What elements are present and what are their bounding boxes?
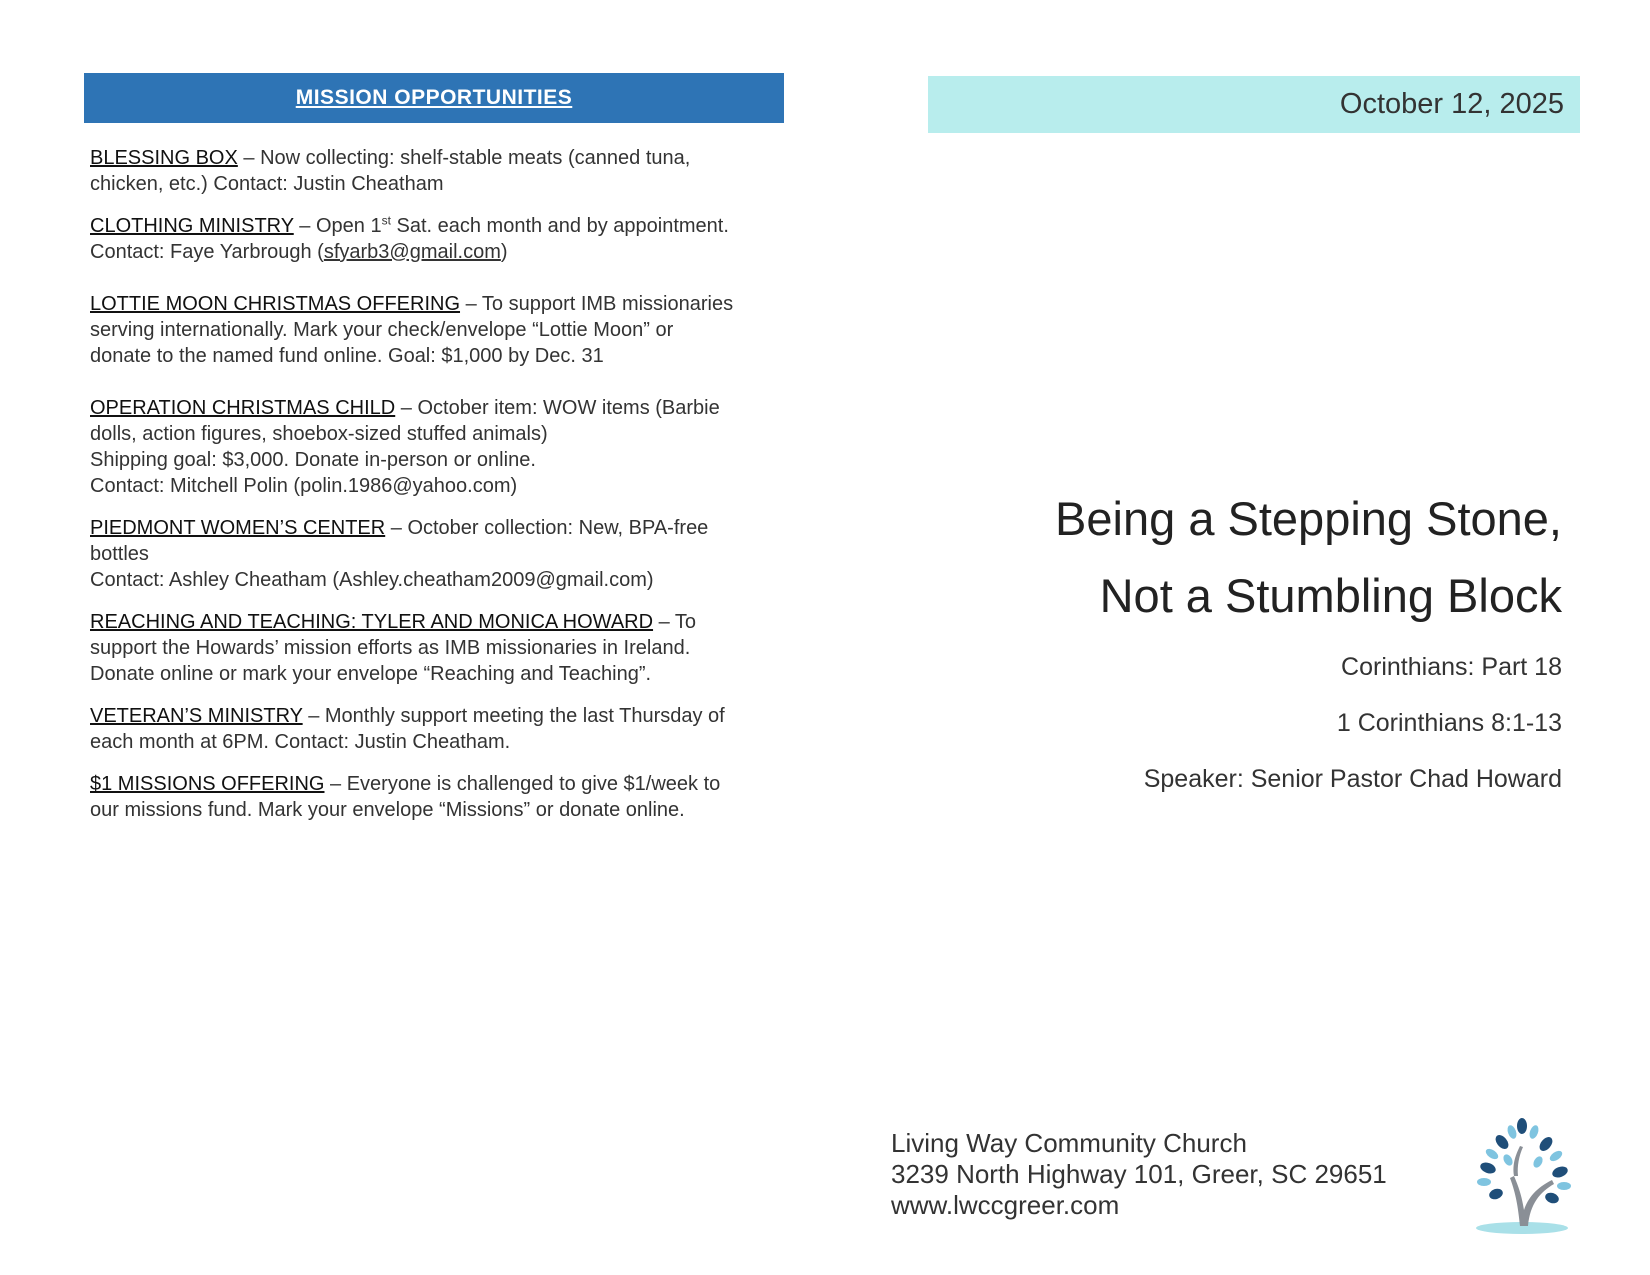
mission-item-text: support the Howards’ mission efforts as IMB missionaries in Ireland. bbox=[90, 637, 691, 659]
mission-item-text: – Now collecting: shelf-stable meats (canned tuna, bbox=[237, 147, 691, 169]
mission-item-title: OPERATION CHRISTMAS CHILD bbox=[90, 397, 396, 419]
mission-item-missions-offering bbox=[90, 771, 778, 823]
mission-item-text: – Everyone is challenged to give $1/week to bbox=[324, 773, 721, 795]
tree-logo-icon bbox=[1466, 1112, 1578, 1236]
mission-item-veterans-ministry bbox=[90, 703, 778, 755]
mission-item-text: Shipping goal: $3,000. Donate in-person or online. bbox=[90, 449, 536, 471]
mission-item-title: REACHING AND TEACHING: TYLER AND MONICA HOWARD bbox=[90, 611, 654, 633]
mission-item-title: VETERAN’S MINISTRY bbox=[90, 705, 303, 727]
mission-item-text: – To support IMB missionaries bbox=[460, 293, 734, 315]
email-link[interactable]: sfyarb3@gmail.com bbox=[323, 241, 501, 263]
mission-item-text: Donate online or mark your envelope “Reaching and Teaching”. bbox=[90, 663, 652, 685]
mission-item-piedmont-womens-center bbox=[90, 515, 778, 593]
mission-item-text: serving internationally. Mark your check/envelope “Lottie Moon” or bbox=[90, 319, 674, 341]
mission-header-title: MISSION OPPORTUNITIES bbox=[295, 86, 573, 109]
mission-item-blessing-box bbox=[90, 145, 778, 197]
mission-item-text: – October collection: New, BPA-free bbox=[385, 517, 709, 539]
mission-item-title: CLOTHING MINISTRY bbox=[90, 215, 294, 237]
mission-panel bbox=[84, 73, 784, 839]
mission-item-text: chicken, etc.) Contact: Justin Cheatham bbox=[90, 173, 444, 195]
mission-item-text: – October item: WOW items (Barbie bbox=[395, 397, 720, 419]
sermon-title-line-2: Not a Stumbling Block bbox=[1099, 569, 1562, 622]
mission-item-text: Contact: Faye Yarbrough ( bbox=[90, 241, 324, 263]
mission-item-lottie-moon bbox=[90, 291, 778, 369]
church-name: Living Way Community Church bbox=[891, 1128, 1247, 1158]
mission-item-text: each month at 6PM. Contact: Justin Cheatham. bbox=[90, 731, 511, 753]
mission-item-text: donate to the named fund online. Goal: $1,000 by Dec. 31 bbox=[90, 345, 604, 367]
mission-item-reaching-and-teaching bbox=[90, 609, 778, 687]
mission-item-title: BLESSING BOX bbox=[90, 147, 238, 169]
mission-item-clothing-ministry bbox=[90, 213, 778, 265]
mission-item-text: dolls, action figures, shoebox-sized stuffed animals) bbox=[90, 423, 548, 445]
mission-item-text: Contact: Ashley Cheatham (Ashley.cheatham2009@gmail.com) bbox=[90, 569, 654, 591]
mission-item-text: bottles bbox=[90, 543, 149, 565]
mission-item-title: LOTTIE MOON CHRISTMAS OFFERING bbox=[90, 293, 461, 315]
mission-header-bar bbox=[84, 73, 784, 123]
mission-item-text: – Open 1 bbox=[293, 215, 382, 237]
church-address: 3239 North Highway 101, Greer, SC 29651 bbox=[891, 1159, 1387, 1189]
sermon-title-line-1: Being a Stepping Stone, bbox=[1055, 492, 1562, 545]
church-info bbox=[891, 1128, 1387, 1221]
sermon-speaker: Speaker: Senior Pastor Chad Howard bbox=[1143, 765, 1562, 793]
mission-item-text: – To bbox=[653, 611, 697, 633]
mission-item-text: ) bbox=[500, 241, 508, 263]
superscript: st bbox=[381, 213, 391, 228]
mission-list bbox=[84, 145, 784, 823]
sermon-scripture: 1 Corinthians 8:1-13 bbox=[1336, 709, 1562, 737]
mission-item-operation-christmas-child bbox=[90, 395, 778, 499]
sermon-series: Corinthians: Part 18 bbox=[1341, 653, 1562, 681]
service-date: October 12, 2025 bbox=[1339, 88, 1564, 120]
mission-item-title: PIEDMONT WOMEN’S CENTER bbox=[90, 517, 386, 539]
mission-item-text: – Monthly support meeting the last Thursday of bbox=[302, 705, 725, 727]
mission-item-text: Sat. each month and by appointment. bbox=[390, 215, 729, 237]
date-banner bbox=[928, 76, 1580, 133]
mission-item-title: $1 MISSIONS OFFERING bbox=[90, 773, 325, 795]
sermon-block bbox=[922, 480, 1562, 802]
church-website[interactable]: www.lwccgreer.com bbox=[891, 1190, 1120, 1220]
mission-item-text: Contact: Mitchell Polin (polin.1986@yahoo.com) bbox=[90, 475, 518, 497]
mission-item-text: our missions fund. Mark your envelope “Missions” or donate online. bbox=[90, 799, 685, 821]
